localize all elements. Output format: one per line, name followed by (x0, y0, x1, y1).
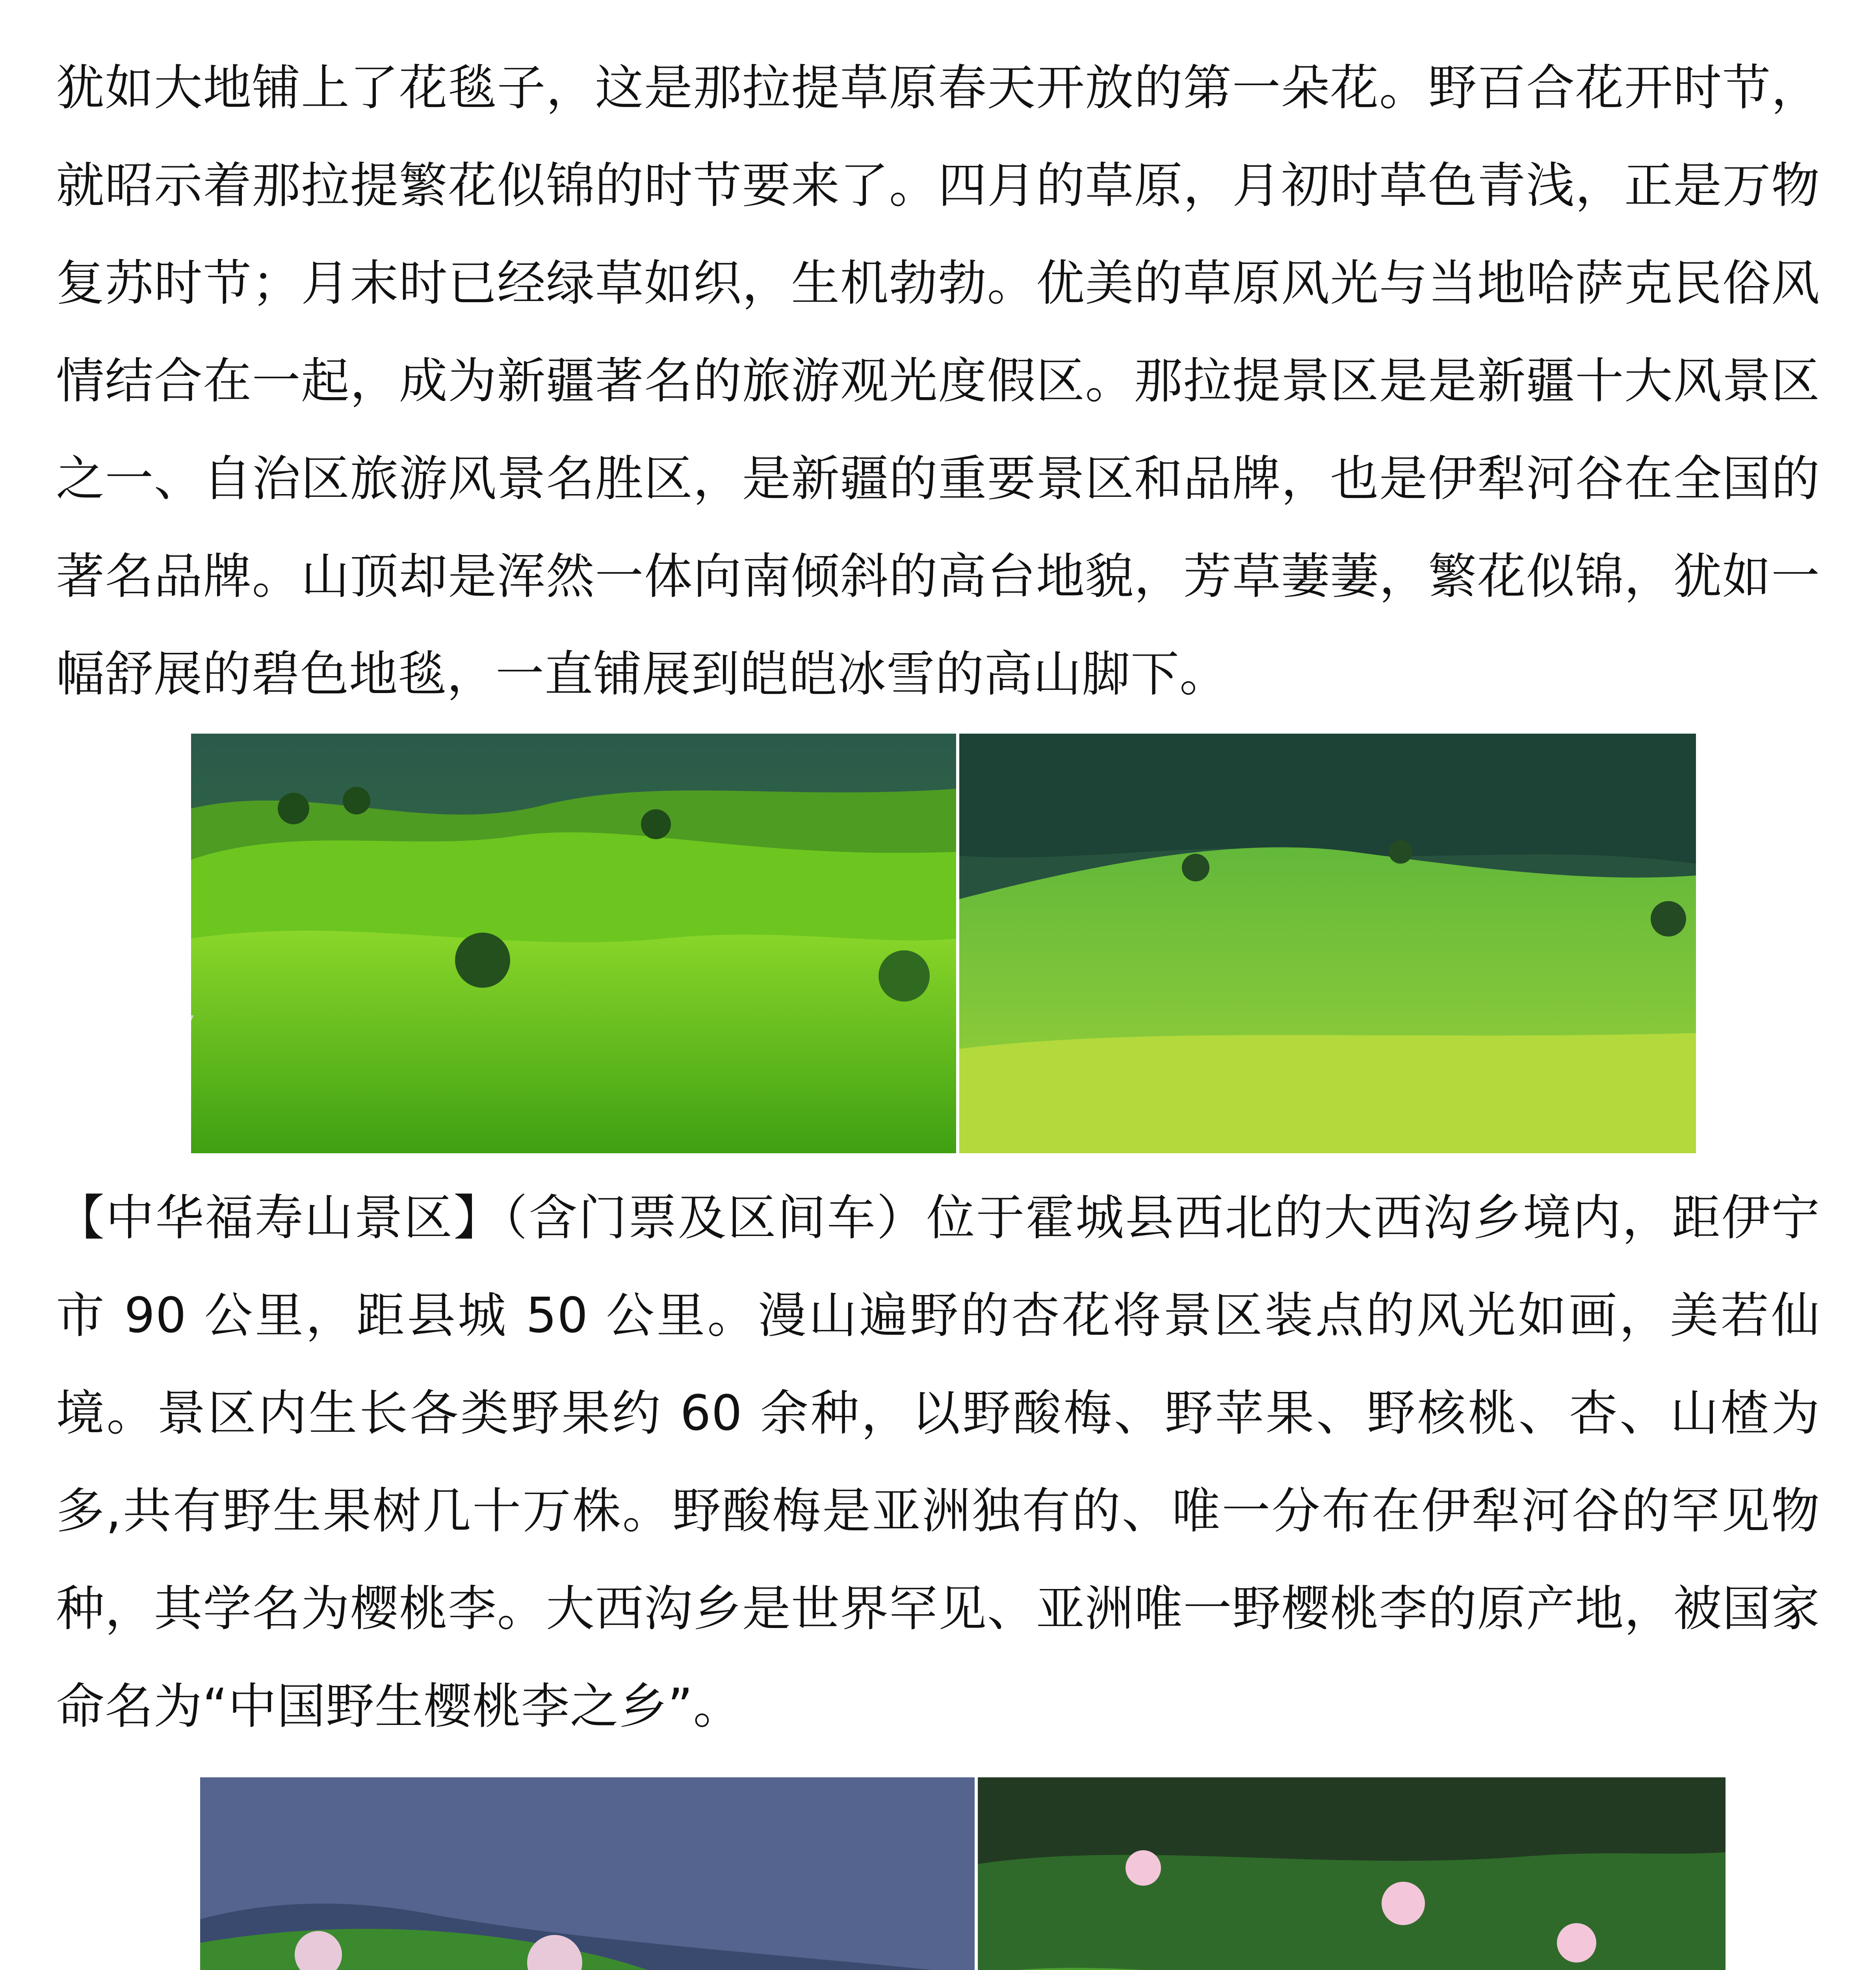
apricot-blossom-photo-left (200, 1777, 975, 1970)
nalati-grassland-photo-left (191, 734, 956, 1153)
nalati-photo-row (191, 734, 1696, 1153)
paragraph-nalati: 犹如大地铺上了花毯子，这是那拉提草原春天开放的第一朵花。野百合花开时节，就昭示着那拉提繁花似锦的时节要来了。四月的草原，月初时草色青浅，正是万物复苏时节；月末时已经绿草如织，生机勃勃。优美的草原风光与当地哈萨克民俗风情结合在一起，成为新疆著名的旅游观光度假区。那拉提景区是是新疆十大风景区之一、自治区旅游风景名胜区，是新疆的重要景区和品牌，也是伊犁河谷在全国的著名品牌。山顶却是浑然一体向南倾斜的高台地貌，芳草萋萋，繁花似锦，犹如一幅舒展的碧色地毯，一直铺展到皑皑冰雪的高山脚下。 (56, 60, 1820, 703)
nalati-grassland-photo-right (959, 734, 1696, 1153)
fushoushan-photo-row (200, 1777, 1726, 1970)
paragraph-fushoushan: 【中华福寿山景区】（含门票及区间车）位于霍城县西北的大西沟乡境内，距伊宁市 90 公里，距县城 50 公里。漫山遍野的杏花将景区装点的风光如画，美若仙境。景区内生长各类野果约 60 余种，以野酸梅、野苹果、野核桃、杏、山楂为多,共有野生果树几十万株。野酸梅是亚洲独有的、唯一分布在伊犁河谷的罕见物种，其学名为樱桃李。大西沟乡是世界罕见、亚洲唯一野樱桃李的原产地，被国家命名为“中国野生樱桃李之乡”。 (56, 1190, 1820, 1735)
apricot-blossom-photo-right (978, 1777, 1726, 1970)
